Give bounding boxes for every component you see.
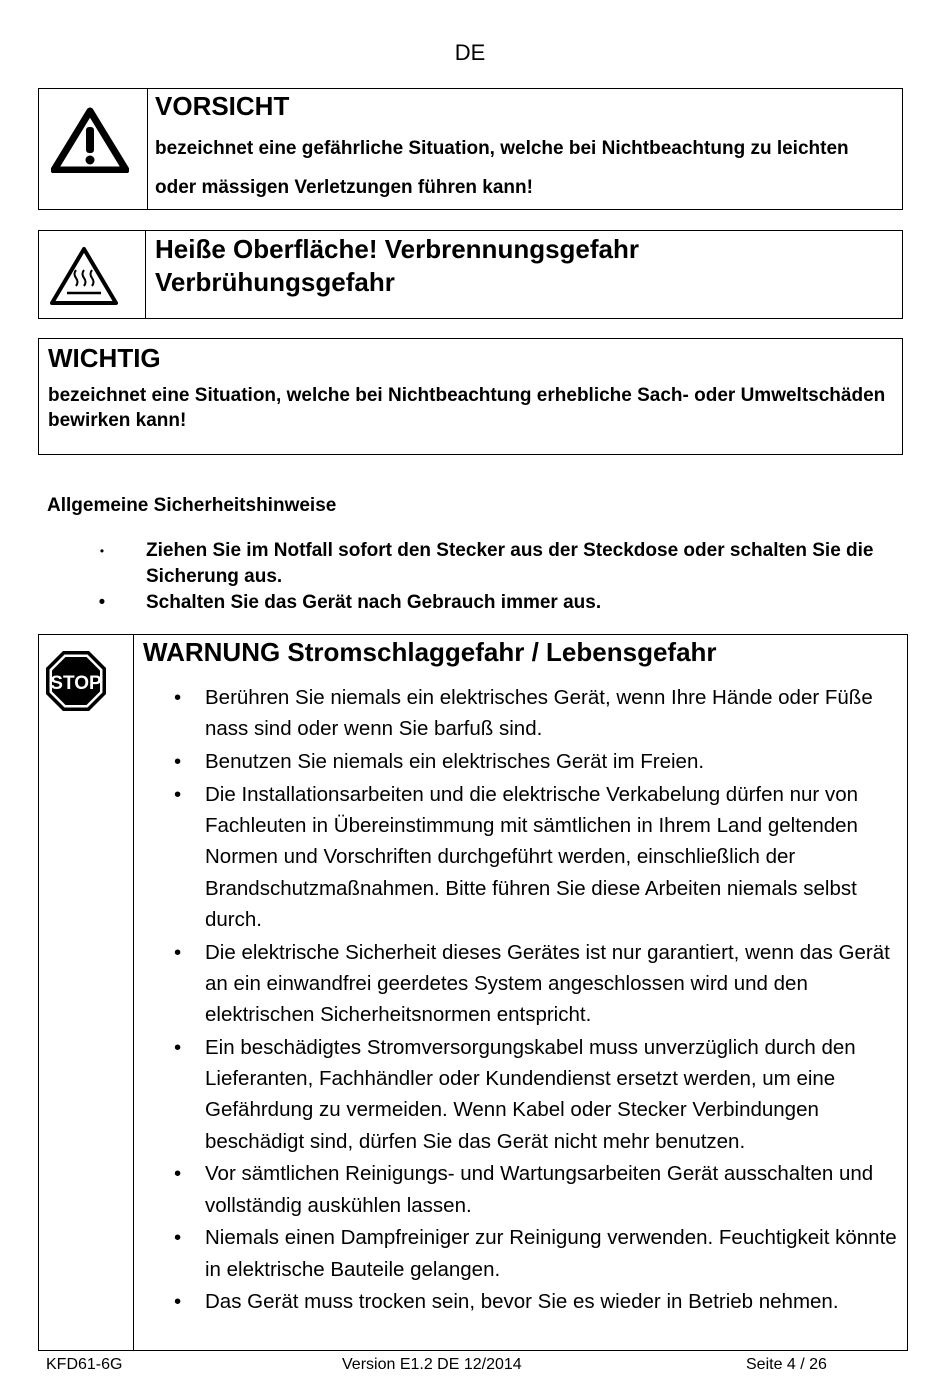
warning-list (174, 682, 902, 1319)
warning-title: WARNUNG Stromschlaggefahr / Lebensgefahr (143, 637, 717, 667)
general-safety-list (96, 538, 886, 616)
bullet-icon: • (174, 1162, 182, 1186)
bullet-icon: • (98, 592, 106, 613)
list-item: • Vor sämtlichen Reinigungs- und Wartungsarbeiten Gerät ausschalten und vollständig auskühlen lassen. (174, 1158, 902, 1221)
warning-box (38, 634, 908, 1351)
caution-box (38, 88, 903, 210)
hot-surface-title (155, 233, 639, 299)
footer-model: KFD61-6G (46, 1356, 123, 1373)
hot-surface-icon-cell (39, 231, 146, 318)
warning-icon-cell (39, 635, 134, 1350)
page-language: DE (454, 40, 486, 65)
important-box (38, 338, 903, 455)
caution-text: bezeichnet eine gefährliche Situation, welche bei Nichtbeachtung zu leichten oder mässigen Verletzungen führen kann! (155, 138, 849, 198)
general-safety-heading: Allgemeine Sicherheitshinweise (47, 495, 337, 516)
bullet-icon: • (174, 749, 182, 773)
bullet-icon: • (174, 686, 182, 709)
warning-triangle-icon (51, 107, 129, 173)
list-item: • Ein beschädigtes Stromversorgungskabel muss unverzüglich durch den Lieferanten, Fachhändler oder Kundendienst ersetzt werden, um eine Gefährdung zu vermeiden. Wenn Kabel oder Stecker Verbindungen beschädigt sind, dürfen Sie das Gerät nicht mehr benutzen. (174, 1032, 902, 1157)
list-item: • Schalten Sie das Gerät nach Gebrauch immer aus. (96, 590, 886, 616)
footer-page-number: Seite 4 / 26 (746, 1356, 827, 1373)
hot-surface-box (38, 230, 903, 319)
list-item: • Die elektrische Sicherheit dieses Gerätes ist nur garantiert, wenn das Gerät an ein einwandfrei geerdetes System angeschlossen wird und den elektrischen Sicherheitsnormen entspricht. (174, 937, 902, 1031)
list-item: • Niemals einen Dampfreiniger zur Reinigung verwenden. Feuchtigkeit könnte in elektrische Bauteile gelangen. (174, 1222, 902, 1285)
important-text: bezeichnet eine Situation, welche bei Nichtbeachtung erhebliche Sach- oder Umweltschäden bewirken kann! (48, 385, 886, 431)
bullet-icon: • (174, 782, 182, 806)
bullet-icon: • (174, 940, 182, 964)
caution-title: VORSICHT (155, 91, 290, 121)
hot-surface-title-line2: Verbrühungsgefahr (155, 267, 395, 297)
bullet-icon: • (99, 544, 105, 558)
caution-icon-cell (39, 89, 148, 209)
bullet-icon: • (174, 1035, 182, 1059)
stop-sign-icon (45, 650, 107, 712)
important-title: WICHTIG (48, 343, 161, 373)
bullet-icon: • (174, 1290, 182, 1314)
footer-version: Version E1.2 DE 12/2014 (342, 1356, 522, 1373)
list-item: • Ziehen Sie im Notfall sofort den Stecker aus der Steckdose oder schalten Sie die Sicherung aus. (96, 538, 886, 590)
bullet-icon: • (174, 1226, 182, 1250)
list-item: • Benutzen Sie niemals ein elektrisches Gerät im Freien. (174, 746, 902, 777)
list-item: • Die Installationsarbeiten und die elektrische Verkabelung dürfen nur von Fachleuten in Übereinstimmung mit sämtlichen in Ihrem Land geltenden Normen und Vorschriften durchgeführt werden, einschließlich der Brandschutzmaßnahmen. Bitte führen Sie diese Arbeiten niemals selbst durch. (174, 779, 902, 935)
list-item: • Berühren Sie niemals ein elektrisches Gerät, wenn Ihre Hände oder Füße nass sind oder wenn Sie barfuß sind. (174, 682, 902, 745)
hot-surface-title-line1: Heiße Oberfläche! Verbrennungsgefahr (155, 234, 640, 264)
hot-surface-icon (49, 246, 119, 306)
list-item: • Das Gerät muss trocken sein, bevor Sie es wieder in Betrieb nehmen. (174, 1286, 902, 1317)
stop-sign-label: STOP (50, 673, 102, 694)
